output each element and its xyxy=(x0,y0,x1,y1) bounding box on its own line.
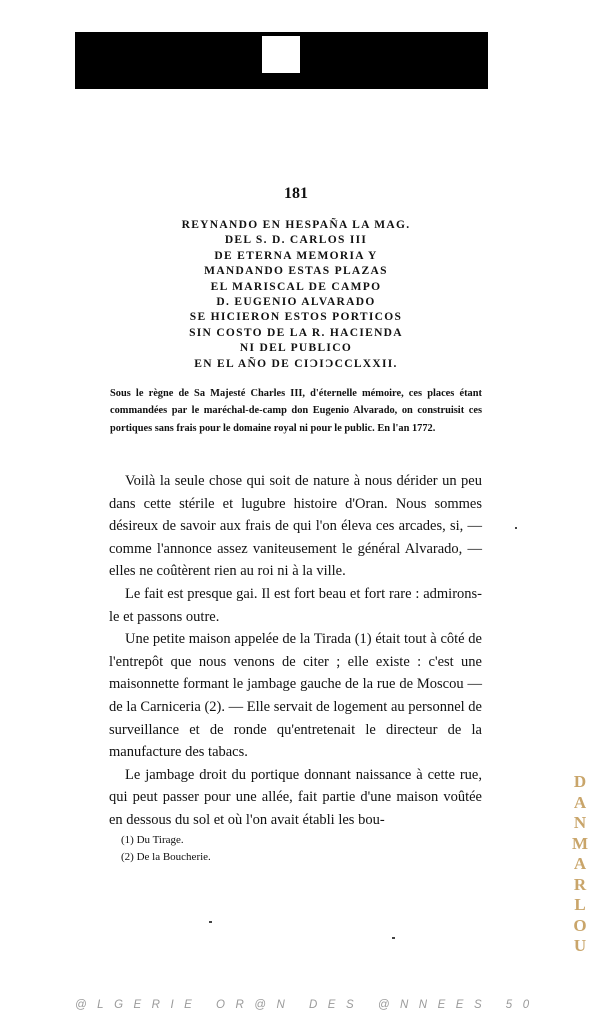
body-text xyxy=(109,470,482,832)
inscription xyxy=(0,218,592,372)
redaction-square xyxy=(262,36,300,73)
inscription-line: SIN COSTO DE LA R. HACIENDA xyxy=(189,326,403,339)
inscription-line: REYNANDO EN HESPAÑA LA MAG. xyxy=(181,219,411,231)
watermark-letter: U xyxy=(573,936,587,955)
page-number: 181 xyxy=(284,185,308,202)
inscription-line: MANDANDO ESTAS PLAZAS xyxy=(204,265,388,278)
watermark-vertical xyxy=(568,772,592,957)
watermark-letter: L xyxy=(574,895,586,914)
inscription-translation: Sous le règne de Sa Majesté Charles III, d'éternelle mémoire, ces places étant commandées par le maréchal-de-camp don Eugenio Alvarado, on construisit ces portiques sans frais pour le domaine royal ni pour le public. En l'an 1772. xyxy=(110,388,482,434)
paragraph: Une petite maison appelée de la Tirada (1) était tout à côté de l'entrepôt que nous venons de citer ; elle existe : c'est une maisonnette formant le jambage gauche de la rue de Moscou — de la Carniceria (2). — Elle servait de logement au personnel de surveillance et de ronde qu'entretenait le directeur de la manufacture des tabacs. xyxy=(109,631,482,761)
footnotes xyxy=(121,832,211,866)
inscription-line: EN EL AÑO DE CIƆIƆCCLXXII. xyxy=(194,357,398,370)
watermark-letter: A xyxy=(573,854,587,873)
footnote: (1) Du Tirage. xyxy=(121,834,184,846)
paragraph: Voilà la seule chose qui soit de nature à nous dérider un peu dans cette stérile et lugubre histoire d'Oran. Nous sommes désireux de savoir aux frais de qui l'on éleva ces arcades, si, — comme l'annonce assez vaniteusement le général Alvarado, — elles ne coûtèrent rien au roi ni à la ville. xyxy=(109,473,482,580)
paragraph: Le jambage droit du portique donnant naissance à cette rue, qui peut passer pour une allée, fait partie d'une maison voûtée en dessous du sol et où l'on avait établi les bou- xyxy=(109,766,482,828)
watermark-letter: M xyxy=(571,833,589,853)
watermark-bottom: @LGERIE OR@N DES @NNEES 50 xyxy=(75,999,540,1011)
inscription-line: EL MARISCAL DE CAMPO xyxy=(210,280,382,293)
footnote: (2) De la Boucherie. xyxy=(121,851,211,863)
print-speck xyxy=(515,527,517,529)
redaction-bar xyxy=(75,32,488,89)
print-speck xyxy=(392,937,395,939)
inscription-line: NI DEL PUBLICO xyxy=(239,342,353,355)
print-speck xyxy=(209,921,212,923)
watermark-letter: R xyxy=(573,874,587,894)
watermark-letter: N xyxy=(573,813,587,832)
watermark-letter: A xyxy=(573,792,587,812)
inscription-line: DE ETERNA MEMORIA Y xyxy=(214,249,378,262)
paragraph: Le fait est presque gai. Il est fort beau et fort rare : admirons-le et passons outre. xyxy=(109,585,482,625)
watermark-letter: D xyxy=(573,772,587,791)
inscription-line: DEL S. D. CARLOS III xyxy=(224,234,368,247)
watermark-letter: O xyxy=(573,915,587,935)
inscription-line: SE HICIERON ESTOS PORTICOS xyxy=(189,311,403,324)
inscription-line: D. EUGENIO ALVARADO xyxy=(216,296,376,309)
